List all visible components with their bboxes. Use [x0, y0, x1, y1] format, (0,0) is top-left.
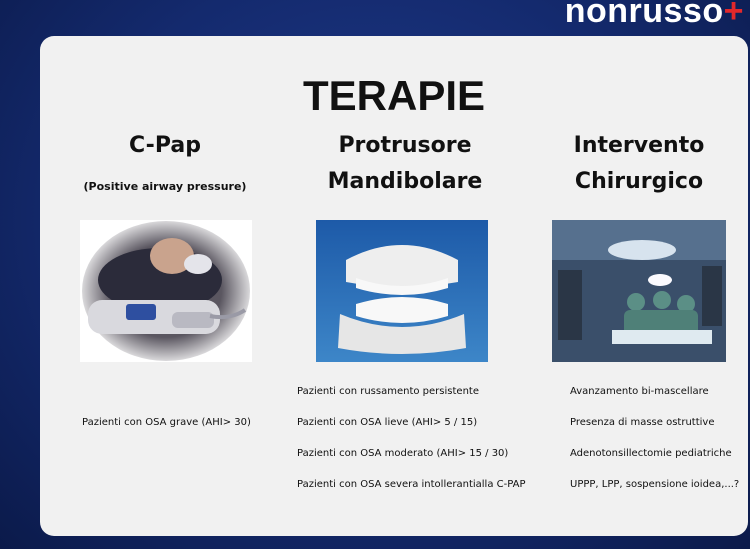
cpap-heading: C-Pap [129, 133, 201, 158]
protrusore-heading [310, 128, 500, 200]
cpap-subheading: (Positive airway pressure) [83, 180, 247, 193]
list-item: Presenza di masse ostruttive [570, 417, 715, 428]
cpap-item: Pazienti con OSA grave (AHI> 30) [82, 417, 251, 428]
logo-text: nonrusso [564, 0, 724, 30]
intervento-heading-line1: Intervento [573, 133, 705, 158]
list-item: Adenotonsillectomie pediatriche [570, 448, 732, 459]
slide-title: TERAPIE [302, 72, 486, 119]
list-item: Pazienti con OSA lieve (AHI> 5 / 15) [297, 417, 478, 428]
slide-panel [40, 36, 748, 536]
protrusore-heading-line1: Protrusore [338, 133, 472, 158]
intervento-list [570, 386, 739, 510]
logo-plus: + [723, 0, 744, 30]
list-item: Avanzamento bi-mascellare [570, 386, 709, 397]
intervento-heading [544, 128, 734, 200]
protrusore-list [297, 386, 526, 510]
list-item: Pazienti con russamento persistente [297, 386, 479, 397]
dental-splint-photo [316, 220, 488, 362]
protrusore-heading-line2: Mandibolare [327, 169, 483, 194]
list-item: UPPP, LPP, sospensione ioidea,...? [570, 479, 740, 490]
cpap-mask-photo [80, 220, 252, 362]
brand-logo [565, 0, 744, 31]
operating-room-photo [552, 220, 726, 362]
list-item: Pazienti con OSA severa intollerantialla C-PAP [297, 479, 526, 490]
intervento-heading-line2: Chirurgico [574, 169, 704, 194]
list-item: Pazienti con OSA moderato (AHI> 15 / 30) [297, 448, 509, 459]
